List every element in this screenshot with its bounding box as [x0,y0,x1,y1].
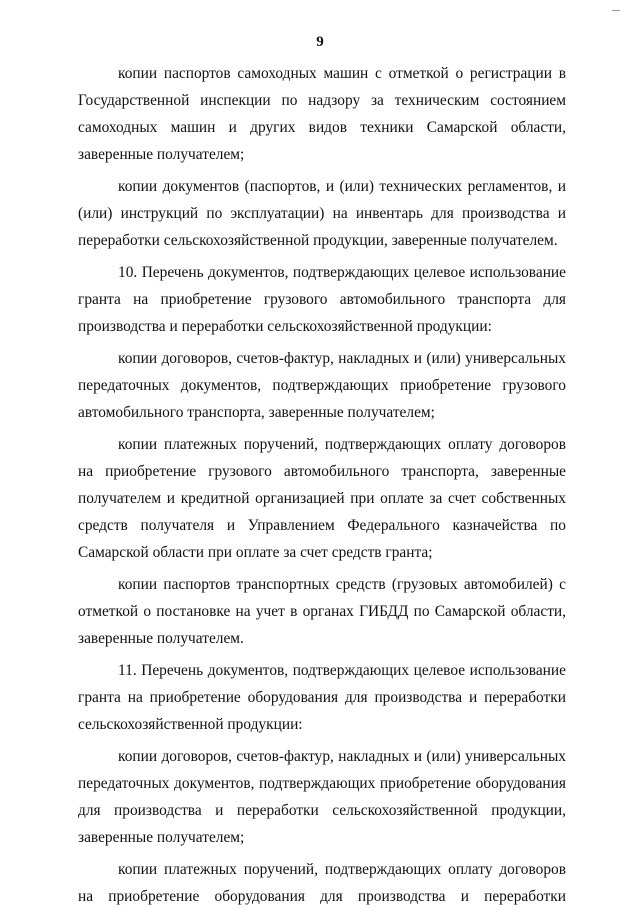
paragraph-equipment-payments: копии платежных поручений, подтверждающих оплату договоров на приобретение оборудования для производства и переработки [78,861,566,905]
paragraph-vehicle-passports: копии паспортов транспортных средств (грузовых автомобилей) с отметкой о постановке на учет в органах ГИБДД по Самарской области, заверенные получателем. [78,576,566,647]
paragraph-self-propelled-passports: копии паспортов самоходных машин с отметкой о регистрации в Государственной инспекции по надзору за техническим состоянием самоходных машин и других видов техники Самарской области, заверенные получателем; [78,65,566,163]
paragraph-truck-payments: копии платежных поручений, подтверждающих оплату договоров на приобретение грузового автомобильного транспорта, заверенные получателем и кредитной организацией при оплате за счет собственных средств получателя и Управлением Федерального казначейства по Самарской области при оплате за счет средств гранта; [78,436,566,561]
paragraph-equipment-contracts: копии договоров, счетов-фактур, накладных и (или) универсальных передаточных документов, подтверждающих приобретение оборудования для производства и переработки сельскохозяйственной продукции, заверенные получателем; [78,748,566,846]
document-body [78,60,566,910]
paragraph-inventory-documents: копии документов (паспортов, и (или) технических регламентов, и (или) инструкций по эксплуатации) на инвентарь для производства и переработки сельскохозяйственной продукции, заверенные получателем. [78,178,566,249]
paragraph-truck-contracts: копии договоров, счетов-фактур, накладных и (или) универсальных передаточных документов, подтверждающих приобретение грузового автомобильного транспорта, заверенные получателем; [78,350,566,421]
corner-mark [612,10,620,15]
page-number: 9 [316,34,324,50]
paragraph-section-10-heading: 10. Перечень документов, подтверждающих целевое использование гранта на приобретение грузового автомобильного транспорта для производства и переработки сельскохозяйственной продукции: [78,264,566,335]
paragraph-section-11-heading: 11. Перечень документов, подтверждающих целевое использование гранта на приобретение оборудования для производства и переработки сельскохозяйственной продукции: [78,662,566,733]
